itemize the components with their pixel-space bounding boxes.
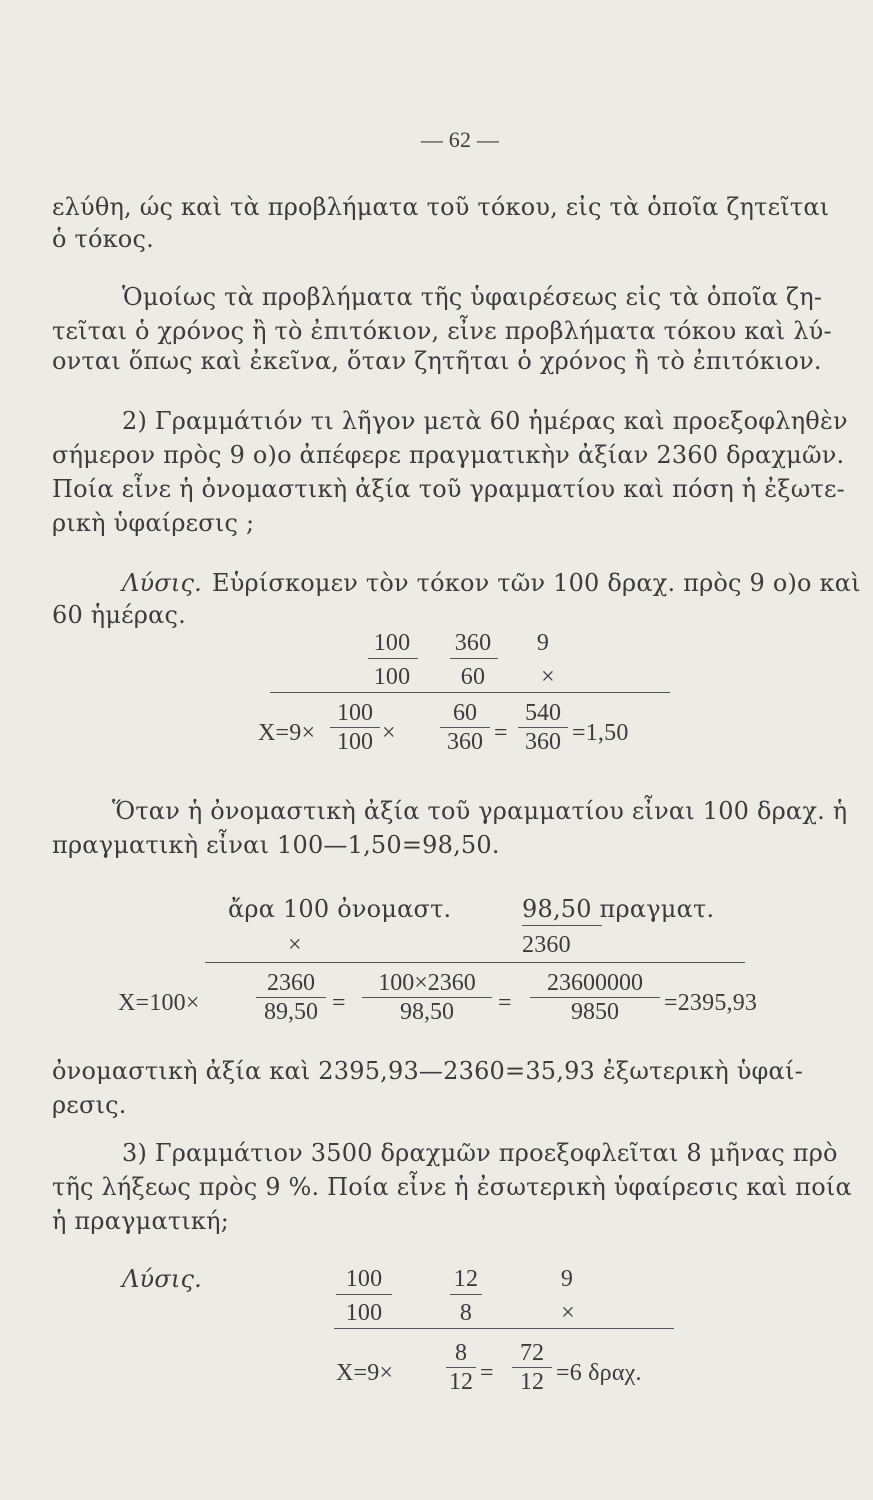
- s1-eq: =: [494, 720, 508, 746]
- s1-row1-b: 360: [454, 630, 492, 656]
- text-line-4: τεῖται ὁ χρόνος ἢ τὸ ἐπιτόκιον, εἶνε προβλήματα τόκου καὶ λύ-: [52, 317, 832, 345]
- s1-row2-c: ×: [541, 664, 555, 690]
- s3-row-divider-a: [336, 1294, 392, 1295]
- s2-row2-left: ×: [288, 932, 302, 958]
- fraction-bar: [530, 997, 660, 998]
- s3-f1-num: 8: [455, 1340, 467, 1366]
- text-line-5: ονται ὅπως καὶ ἐκεῖνα, ὅταν ζητῆται ὁ χρόνος ἢ τὸ ἐπιτόκιον.: [52, 347, 822, 375]
- solution-label-1: Λύσις.: [122, 569, 202, 597]
- s1-row-divider-b: [450, 658, 498, 659]
- s3-row1-c: 9: [560, 1266, 574, 1292]
- text-line-2: ὁ τόκος.: [52, 225, 154, 253]
- s1-f2-num: 60: [453, 700, 477, 726]
- s1-eq-start: X=9×: [258, 720, 316, 746]
- text-line-15: 3) Γραμμάτιον 3500 δραχμῶν προεξοφλεῖται 8 μῆνας πρὸ: [122, 1139, 838, 1167]
- text-line-1: ελύθη, ώς καὶ τὰ προβλήματα τοῦ τόκου, εἰς τὰ ὁποῖα ζητεῖται: [52, 193, 830, 221]
- s2-f1-den: 89,50: [264, 999, 318, 1025]
- s1-row1-c: 9: [536, 630, 550, 656]
- s3-eq-1: =: [480, 1360, 494, 1386]
- s2-section-rule: [205, 962, 745, 963]
- fraction-bar: [330, 727, 380, 728]
- s2-f2-num: 100×2360: [378, 970, 476, 996]
- s1-row2-b: 60: [460, 664, 486, 690]
- s1-f3-den: 360: [525, 729, 561, 755]
- fraction-bar: [446, 1367, 476, 1368]
- text-line-17: ἡ πραγματική;: [52, 1207, 229, 1235]
- s3-result: =6 δραχ.: [556, 1360, 642, 1386]
- s3-section-rule: [334, 1328, 674, 1329]
- s2-row1-right: 98,50 πραγματ.: [522, 895, 715, 923]
- s3-eq-start: X=9×: [336, 1360, 394, 1386]
- solution-text-1: Εὑρίσκομεν τὸν τόκον τῶν 100 δραχ. πρὸς 9 ο)ο καὶ: [212, 569, 861, 597]
- text-line-3: Ὁμοίως τὰ προβλήματα τῆς ὑφαιρέσεως εἰς τὰ ὁποῖα ζη-: [122, 283, 823, 311]
- s2-f3-den: 9850: [571, 999, 619, 1025]
- s2-eq-1: =: [332, 990, 346, 1016]
- s1-section-rule: [270, 692, 670, 693]
- text-line-12: πραγματικὴ εἶναι 100—1,50=98,50.: [52, 831, 500, 859]
- text-line-6: 2) Γραμμάτιόν τι λῆγον μετὰ 60 ἡμέρας καὶ προεξοφληθὲν: [122, 407, 848, 435]
- s1-row-divider-a: [368, 658, 418, 659]
- s2-eq-2: =: [498, 990, 512, 1016]
- s1-result: =1,50: [572, 720, 629, 746]
- fraction-bar: [512, 1367, 552, 1368]
- s1-f2-den: 360: [447, 729, 483, 755]
- fraction-bar: [518, 727, 568, 728]
- fraction-bar: [440, 727, 490, 728]
- fraction-bar: [362, 997, 492, 998]
- s2-fraction-3: [530, 970, 660, 1025]
- page-number: — 62 —: [420, 127, 500, 152]
- s1-fraction-3: [518, 700, 568, 755]
- s1-row2-a: 100: [373, 664, 411, 690]
- s1-fraction-1: [330, 700, 380, 755]
- s1-fraction-2: [440, 700, 490, 755]
- s2-fraction-1: [256, 970, 326, 1025]
- s2-fraction-2: [362, 970, 492, 1025]
- s1-f1-num: 100: [337, 700, 373, 726]
- text-line-9: ρικὴ ὑφαίρεσις ;: [52, 509, 255, 537]
- text-line-10: 60 ἡμέρας.: [52, 601, 186, 629]
- s3-row2-a: 100: [345, 1300, 383, 1326]
- s3-f2-num: 72: [520, 1340, 544, 1366]
- s1-f3-num: 540: [525, 700, 561, 726]
- text-line-8: Ποία εἶνε ἡ ὀνομαστικὴ ἀξία τοῦ γραμματίου καὶ πόση ἡ ἐξωτε-: [52, 475, 845, 503]
- s2-f3-num: 23600000: [547, 970, 643, 996]
- text-line-7: σήμερον πρὸς 9 ο)ο ἀπέφερε πραγματικὴν ἀξίαν 2360 δραχμῶν.: [52, 441, 845, 469]
- s2-row1-left: ἄρα 100 ὀνομαστ.: [228, 895, 452, 923]
- s3-row1-b: 12: [453, 1266, 479, 1292]
- s2-f2-den: 98,50: [400, 999, 454, 1025]
- fraction-bar: [256, 997, 326, 998]
- s3-row2-c: ×: [561, 1300, 575, 1326]
- text-line-14: ρεσις.: [52, 1091, 127, 1119]
- text-line-13: ὀνομαστικὴ ἀξία καὶ 2395,93—2360=35,93 ἐξωτερικὴ ὑφαί-: [52, 1057, 803, 1085]
- s3-row1-a: 100: [345, 1266, 383, 1292]
- s3-f1-den: 12: [449, 1369, 473, 1395]
- text-line-11: Ὅταν ἡ ὀνομαστικὴ ἀξία τοῦ γραμματίου εἶναι 100 δραχ. ἡ: [112, 797, 848, 825]
- solution-label-3: Λύσις.: [122, 1265, 202, 1293]
- s3-fraction-1: [446, 1340, 476, 1395]
- s3-row2-b: 8: [459, 1300, 473, 1326]
- s2-eq-start: X=100×: [118, 990, 200, 1016]
- s2-row-divider: [522, 925, 602, 926]
- s3-f2-den: 12: [520, 1369, 544, 1395]
- s2-f1-num: 2360: [267, 970, 315, 996]
- s3-fraction-2: [512, 1340, 552, 1395]
- s2-row2-right: 2360: [522, 932, 571, 958]
- s2-result: =2395,93: [664, 990, 758, 1016]
- s3-row-divider-b: [450, 1294, 482, 1295]
- s1-row1-a: 100: [373, 630, 411, 656]
- s1-f1-den: 100: [337, 729, 373, 755]
- text-line-16: τῆς λήξεως πρὸς 9 %. Ποία εἶνε ἡ ἐσωτερικὴ ὑφαίρεσις καὶ ποία: [52, 1173, 852, 1201]
- s1-times: ×: [382, 720, 396, 746]
